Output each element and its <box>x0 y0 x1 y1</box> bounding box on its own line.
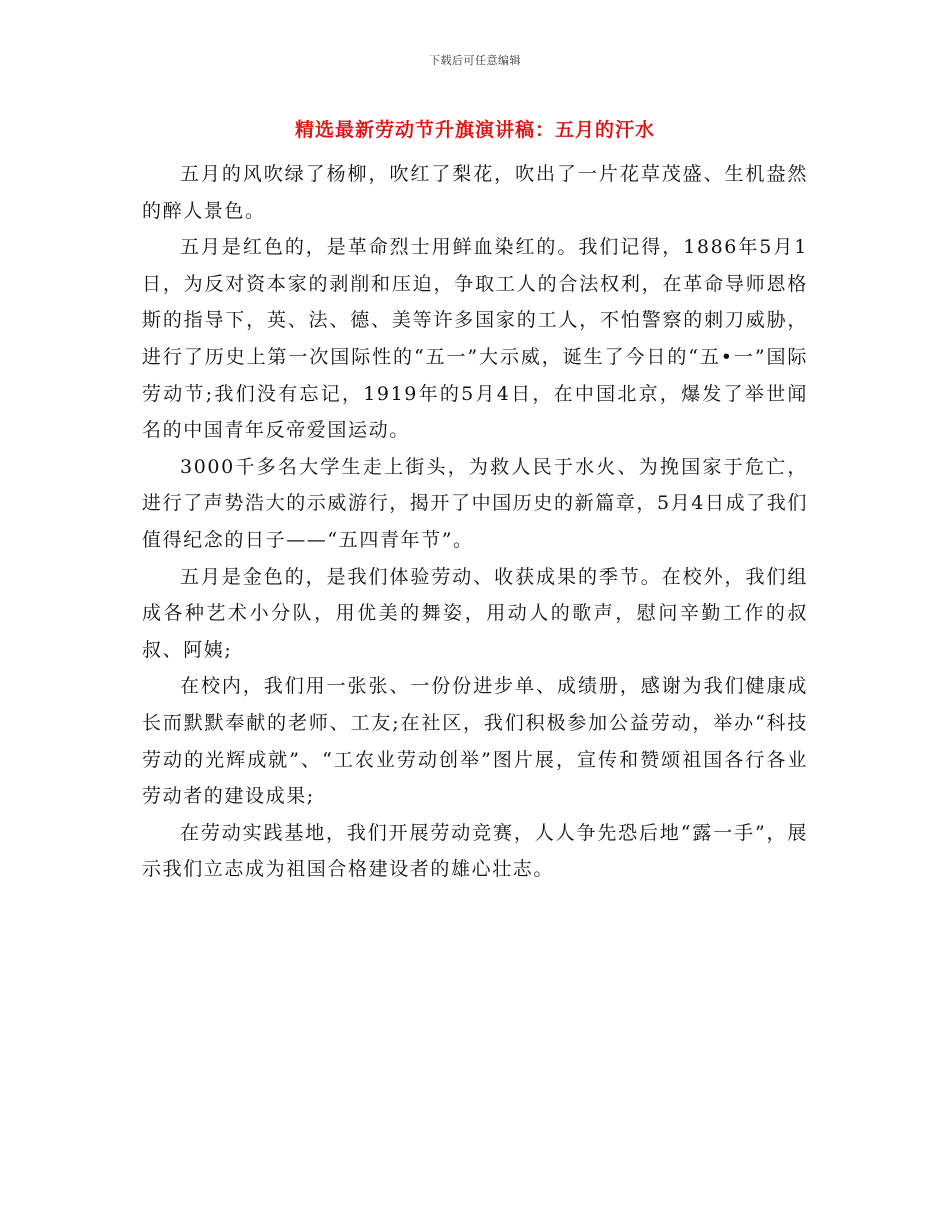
paragraph-2: 五月是红色的，是革命烈士用鲜血染红的。我们记得，1886年5月1日，为反对资本家的剥削和压迫，争取工人的合法权利，在革命导师恩格斯的指导下，英、法、德、美等许多国家的工人，不怕警察的刺刀威胁，进行了历史上第一次国际性的“五一”大示威，诞生了今日的“五•一”国际劳动节;我们没有忘记，1919年的5月4日，在中国北京，爆发了举世闻名的中国青年反帝爱国运动。 <box>142 236 808 442</box>
page-header-note: 下载后可任意编辑 <box>429 54 521 67</box>
paragraph-5: 在校内，我们用一张张、一份份进步单、成绩册，感谢为我们健康成长而默默奉献的老师、工友;在社区，我们积极参加公益劳动，举办“科技劳动的光辉成就”、“工农业劳动创举”图片展，宣传和赞颂祖国各行各业劳动者的建设成果; <box>142 675 808 808</box>
document-body <box>142 156 808 888</box>
paragraph-6: 在劳动实践基地，我们开展劳动竞赛，人人争先恐后地“露一手”，展示我们立志成为祖国合格建设者的雄心壮志。 <box>142 821 808 881</box>
paragraph-1: 五月的风吹绿了杨柳，吹红了梨花，吹出了一片花草茂盛、生机盎然的醉人景色。 <box>142 163 808 222</box>
document-title: 精选最新劳动节升旗演讲稿：五月的汗水 <box>294 119 655 141</box>
paragraph-3: 3000千多名大学生走上街头，为救人民于水火、为挽国家于危亡，进行了声势浩大的示威游行，揭开了中国历史的新篇章，5月4日成了我们值得纪念的日子——“五四青年节”。 <box>142 455 808 551</box>
paragraph-4: 五月是金色的，是我们体验劳动、收获成果的季节。在校外，我们组成各种艺术小分队，用优美的舞姿，用动人的歌声，慰问辛勤工作的叔叔、阿姨; <box>142 565 808 661</box>
